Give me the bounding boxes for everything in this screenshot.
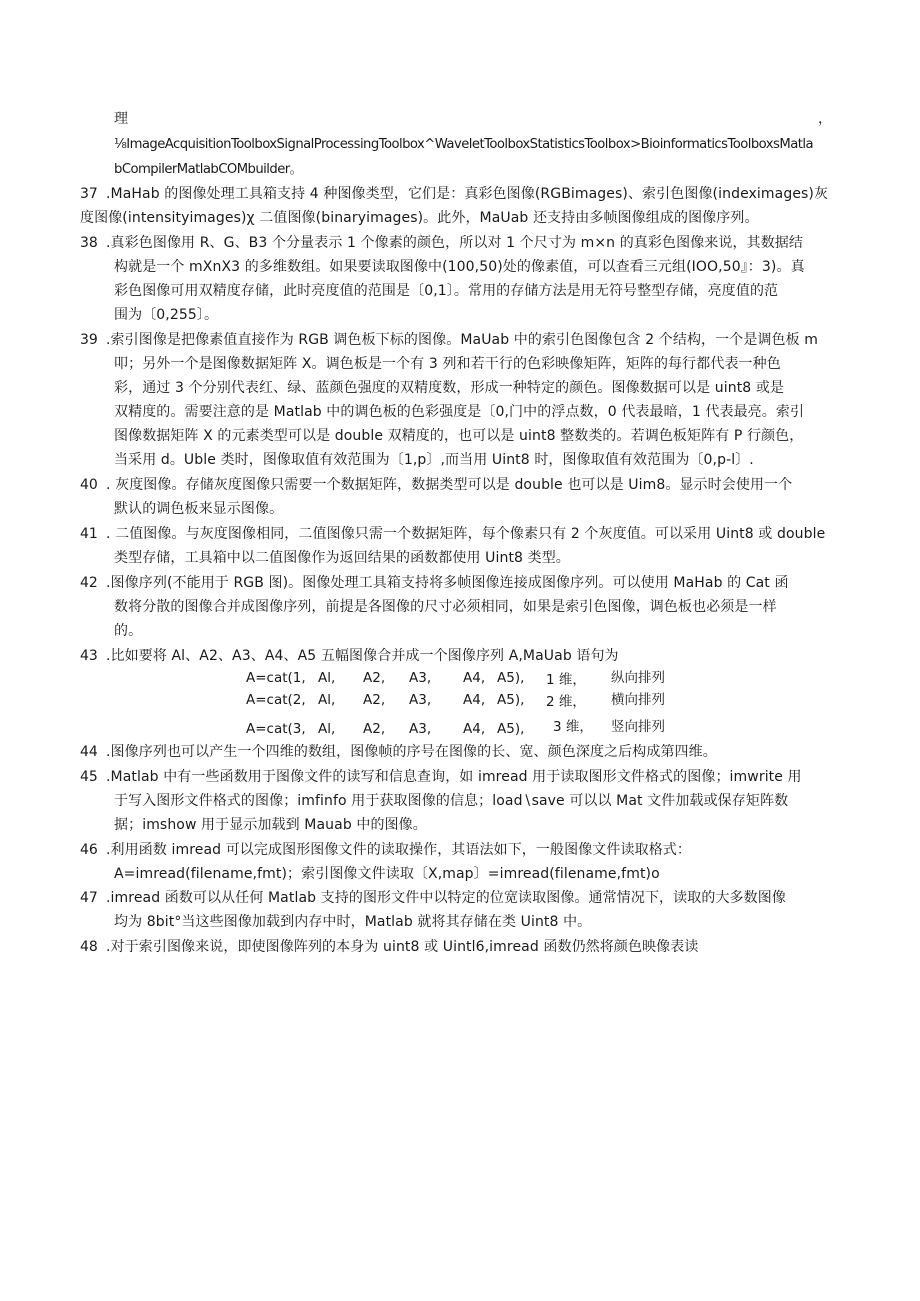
item-line: 均为 8bit°当这些图像加载到内存中时，Matlab 就将其存储在类 Uint8 中。: [114, 914, 592, 930]
cat-call: A=cat(2,: [246, 692, 306, 708]
cat-arg: A2,: [363, 670, 386, 686]
item-line: 度图像(intensityimages)χ 二值图像(binaryimages)。此外，MaUab 还支持由多帧图像组成的图像序列。: [80, 210, 759, 226]
intro-char: 理: [114, 111, 129, 127]
item-line: 图像数据矩阵 X 的元素类型可以是 double 双精度的，也可以是 uint8 整数类的。若调色板矩阵有 P 行颜色，: [114, 428, 804, 444]
cat-arg: A3,: [409, 670, 432, 686]
item-number: 41: [80, 526, 98, 542]
item-line: 叩；另外一个是图像数据矩阵 X。调色板是一个有 3 列和若干行的色彩映像矩阵，矩阵的每行都代表一种色: [114, 356, 781, 372]
item-number: 45: [80, 769, 98, 785]
item-line: 构就是一个 mXnX3 的多维数组。如果要读取图像中(100,50)处的像素值，可以查看三元组(IOO,50』：3)。真: [114, 259, 805, 275]
item-line: 类型存储，工具箱中以二值图像作为返回结果的函数都使用 Uint8 类型。: [114, 550, 570, 566]
cat-arg: A3,: [409, 721, 432, 737]
cat-call: A=cat(1,: [246, 670, 306, 686]
intro-toolboxes-cont: bCompilerMatlabCOMbuilder。: [114, 162, 303, 177]
item-line: .真彩色图像用 R、G、B3 个分量表示 1 个像素的颜色，所以对 1 个尺寸为 m×n 的真彩色图像来说，其数据结: [106, 235, 803, 251]
cat-dim: 1 维，: [546, 672, 586, 688]
cat-arg: A4,: [463, 670, 486, 686]
item-line: .MaHab 的图像处理工具箱支持 4 种图像类型，它们是：真彩色图像(RGBimages)、索引色图像(indeximages)灰: [106, 186, 829, 202]
cat-call: A=cat(3,: [246, 721, 306, 737]
item-line: .比如要将 Al、A2、A3、A4、A5 五幅图像合并成一个图像序列 A,MaUab 语句为: [106, 648, 619, 664]
item-line: 于写入图形文件格式的图像；imfinfo 用于获取图像的信息；load∖save 可以以 Mat 文件加载或保存矩阵数: [114, 793, 789, 809]
item-line: .利用函数 imread 可以完成图形图像文件的读取操作，其语法如下，一般图像文件读取格式：: [106, 842, 692, 858]
item-line: 彩色图像可用双精度存储，此时亮度值的范围是〔0,1〕。常用的存储方法是用无符号整型存储，亮度值的范: [114, 283, 779, 299]
item-line: .对于索引图像来说，即使图像阵列的本身为 uint8 或 Uintl6,imread 函数仍然将颜色映像表读: [106, 939, 699, 955]
item-line: 双精度的。需要注意的是 Matlab 中的调色板的色彩强度是〔0,门中的浮点数，0 代表最暗，1 代表最亮。索引: [114, 404, 805, 420]
item-line: .索引图像是把像素值直接作为 RGB 调色板下标的图像。MaUab 中的索引色图像包含 2 个结构，一个是调色板 m: [106, 332, 819, 348]
cat-arg: A4,: [463, 721, 486, 737]
cat-arg: A3,: [409, 692, 432, 708]
item-line: .Matlab 中有一些函数用于图像文件的读写和信息查询，如 imread 用于读取图形文件格式的图像；imwrite 用: [106, 769, 802, 785]
item-line: .图像序列(不能用于 RGB 图)。图像处理工具箱支持将多帧图像连接成图像序列。可以使用 MaHab 的 Cat 函: [106, 575, 789, 591]
item-number: 42: [80, 575, 98, 591]
item-number: 40: [80, 477, 98, 493]
cat-arg: Al,: [318, 670, 336, 686]
item-line: .imread 函数可以从任何 Matlab 支持的图形文件中以特定的位宽读取图像。通常情况下，读取的大多数图像: [106, 890, 786, 906]
cat-arg: A2,: [363, 721, 386, 737]
item-line: 围为〔0,255〕。: [114, 307, 219, 323]
intro-comma: ，: [818, 111, 833, 127]
cat-arg: A5),: [497, 670, 525, 686]
item-number: 37: [80, 186, 98, 202]
cat-arg: Al,: [318, 721, 336, 737]
intro-toolboxes: ⅛ImageAcquisitionToolboxSignalProcessingToolbox^WaveletToolboxStatisticsToolbox>BioinformaticsToolboxsMatla: [114, 137, 813, 152]
item-line: .图像序列也可以产生一个四维的数组，图像帧的序号在图像的长、宽、颜色深度之后构成第四维。: [106, 744, 717, 760]
item-line: . 灰度图像。存储灰度图像只需要一个数据矩阵，数据类型可以是 double 也可以是 Uim8。显示时会使用一个: [106, 477, 793, 493]
item-number: 43: [80, 648, 98, 664]
cat-desc: 竖向排列: [611, 719, 665, 735]
item-line: 彩，通过 3 个分别代表红、绿、蓝颜色强度的双精度数，形成一种特定的颜色。图像数据可以是 uint8 或是: [114, 380, 785, 396]
item-number: 38: [80, 235, 98, 251]
item-number: 46: [80, 842, 98, 858]
item-line: 据；imshow 用于显示加载到 Mauab 中的图像。: [114, 817, 427, 833]
cat-arg: A2,: [363, 692, 386, 708]
item-number: 39: [80, 332, 98, 348]
item-line: 当采用 d。Uble 类时，图像取值有效范围为〔1,p〕,而当用 Uint8 时，图像取值有效范围为〔0,p-l〕.: [114, 452, 754, 468]
cat-desc: 横向排列: [611, 692, 665, 708]
cat-arg: Al,: [318, 692, 336, 708]
item-line: 的。: [114, 623, 143, 639]
item-line: 数将分散的图像合并成图像序列，前提是各图像的尺寸必须相同，如果是索引色图像，调色板也必须是一样: [114, 599, 777, 615]
cat-dim: 2 维，: [546, 694, 586, 710]
item-line: . 二值图像。与灰度图像相同，二值图像只需一个数据矩阵，每个像素只有 2 个灰度值。可以采用 Uint8 或 double: [106, 526, 826, 542]
item-number: 44: [80, 744, 98, 760]
cat-arg: A4,: [463, 692, 486, 708]
cat-arg: A5),: [497, 692, 525, 708]
item-line: 默认的调色板来显示图像。: [114, 501, 284, 517]
cat-arg: A5),: [497, 721, 525, 737]
item-line: A=imread(filename,fmt)；索引图像文件读取〔X,map〕=imread(filename,fmt)o: [114, 866, 660, 882]
cat-desc: 纵向排列: [611, 670, 665, 686]
cat-dim: 3 维，: [553, 719, 593, 735]
item-number: 48: [80, 939, 98, 955]
item-number: 47: [80, 890, 98, 906]
